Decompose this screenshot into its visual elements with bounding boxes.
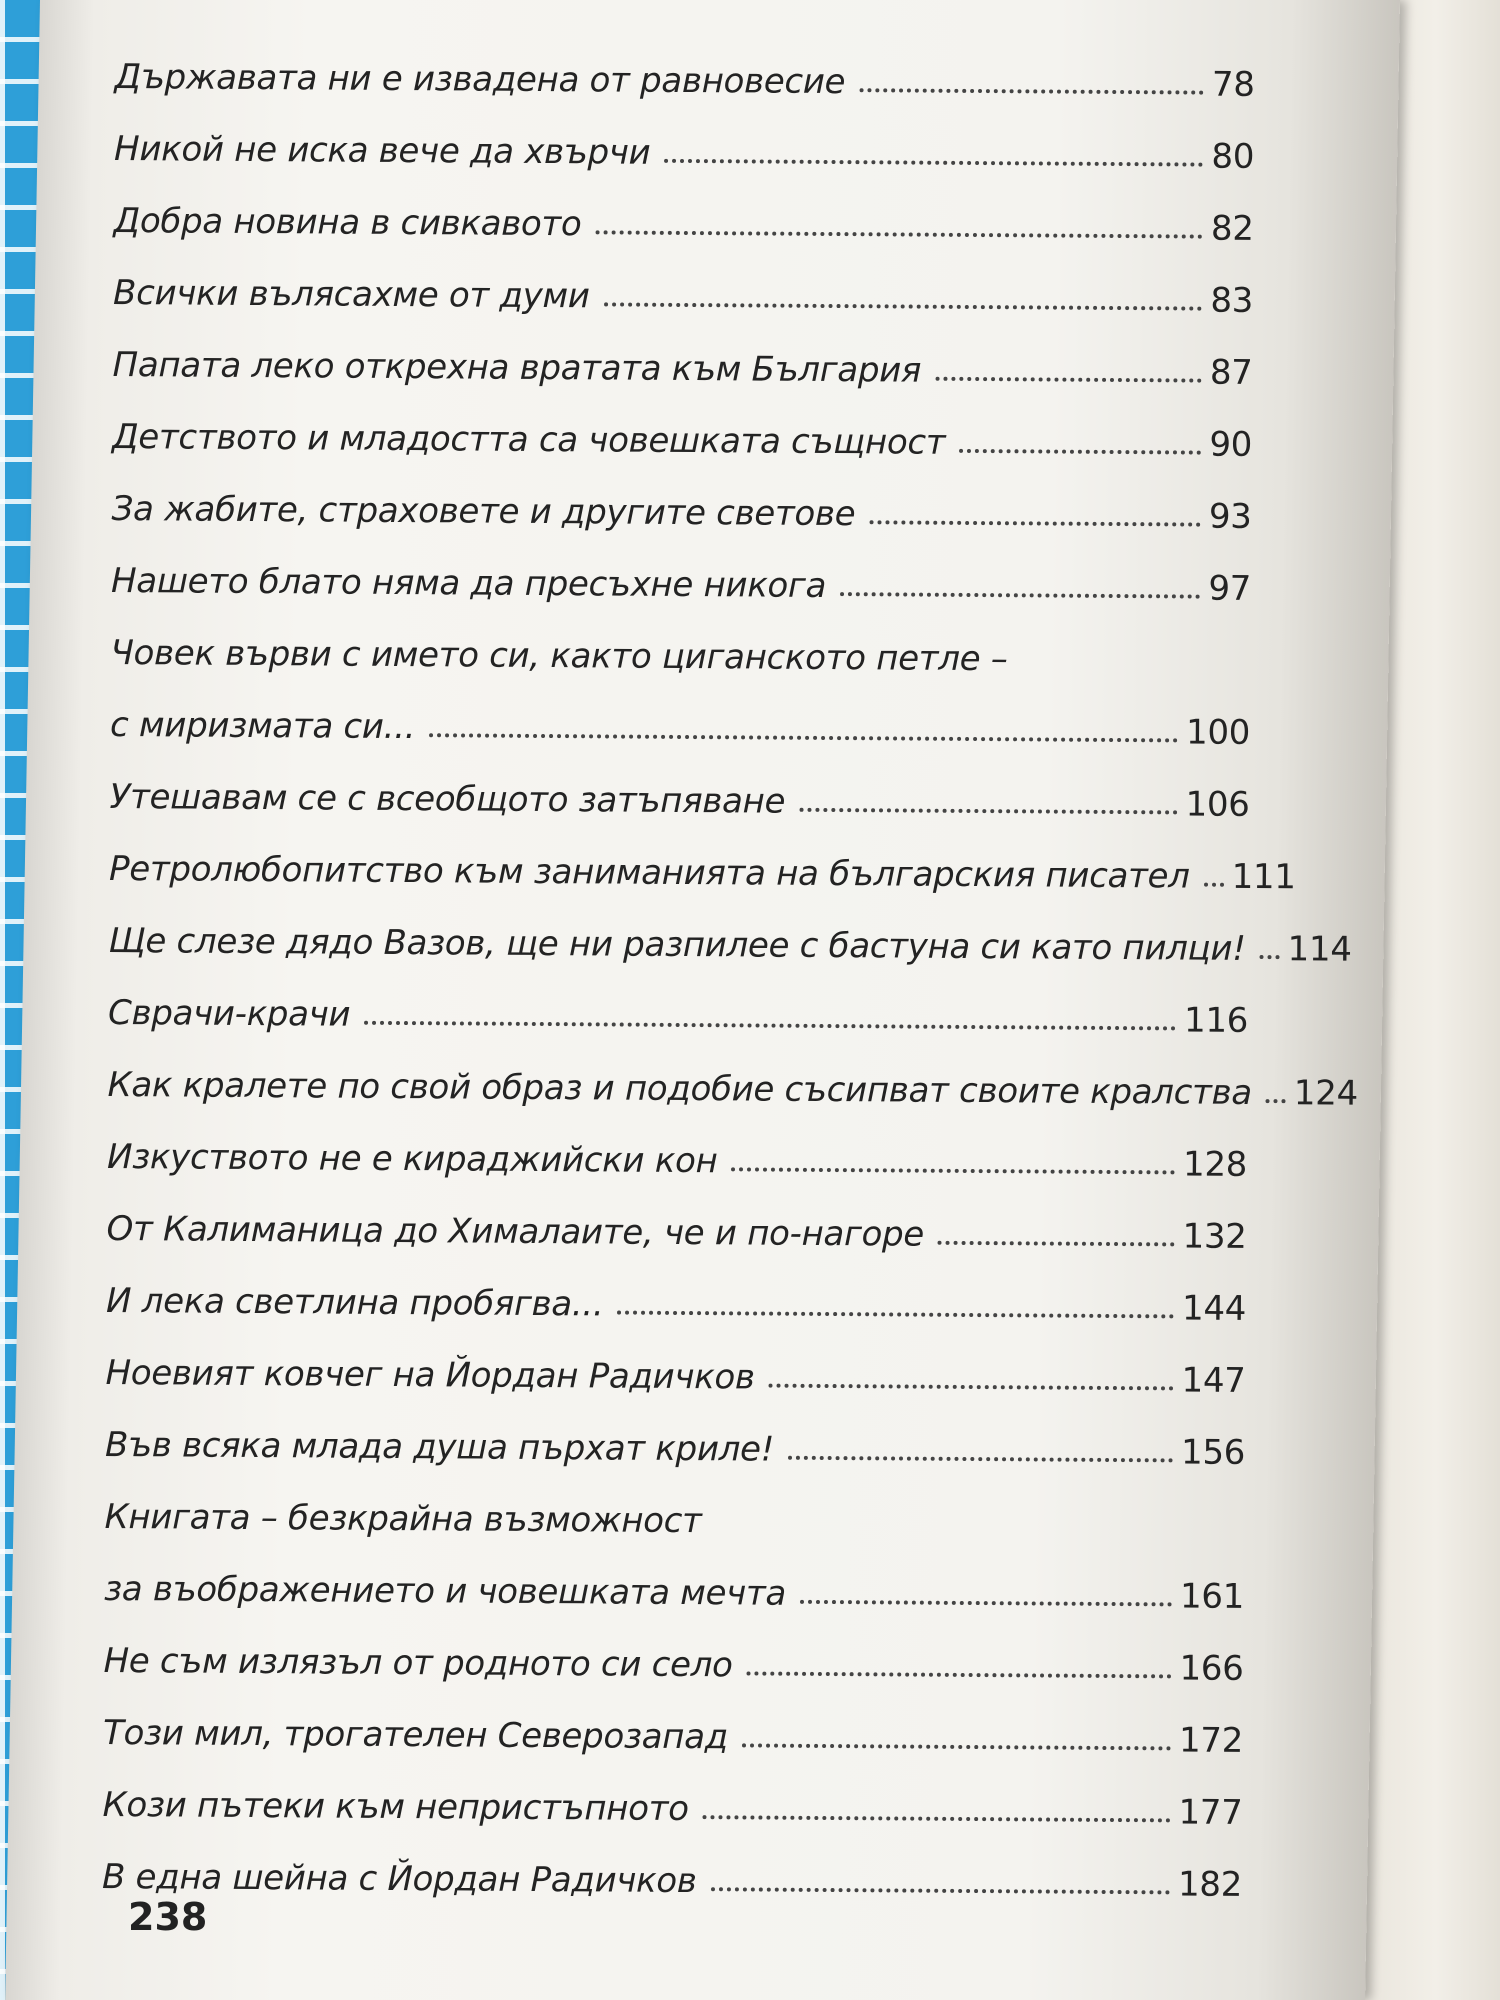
toc-entry: [106, 1177, 1246, 1257]
dot-leader: [731, 1167, 1175, 1174]
toc-entry-title: Никой не иска вече да хвърчи: [113, 128, 651, 173]
toc-entry: [109, 745, 1249, 825]
dot-leader: [429, 733, 1178, 742]
toc-entry-page: 182: [1177, 1864, 1243, 1905]
toc-entry-title: Детството и младостта са човешката същност: [111, 416, 946, 463]
dot-leader: [769, 1384, 1174, 1391]
toc-entry-page: 124: [1293, 1073, 1358, 1114]
toc-entry: [105, 1393, 1245, 1473]
dot-leader: [840, 592, 1200, 599]
toc-entry: [103, 1681, 1243, 1761]
toc-entry-page: 166: [1179, 1648, 1244, 1689]
dot-leader: [859, 88, 1204, 94]
toc-entry-title: Ноевият ковчег на Йордан Радичков: [105, 1352, 755, 1398]
dot-leader: [938, 1241, 1175, 1247]
toc-entry-title: Как кралете по свой образ и подобие съсипват своите кралства: [107, 1064, 1252, 1113]
toc-entry-title: с миризмата си...: [109, 704, 416, 748]
toc-entry-title: Този мил, трогателен Северозапад: [102, 1712, 729, 1758]
toc-entry-page: 132: [1182, 1216, 1247, 1257]
toc-entry-title: От Калиманица до Хималаите, че и по-нагоре: [106, 1208, 925, 1255]
toc-entry-page: 147: [1181, 1360, 1246, 1401]
toc-entry: [105, 1321, 1245, 1401]
toc-entry: [107, 1033, 1358, 1114]
toc-entry-page: 100: [1185, 712, 1251, 753]
toc-entry: [104, 1465, 1244, 1545]
toc-entry: [102, 1825, 1242, 1905]
toc-entry-title: Ще слезе дядо Вазов, ще ни разпилее с бастуна си като пилци!: [108, 920, 1246, 969]
dot-leader: [1204, 883, 1224, 887]
toc-entry-page: 90: [1209, 424, 1253, 465]
toc-entry-title: Книгата – безкрайна възможност: [104, 1496, 702, 1542]
toc-entry-title: Добра новина в сивкавото: [113, 200, 582, 245]
toc-entry-page: 144: [1181, 1288, 1247, 1329]
toc-entry-title: И лека светлина пробягва...: [105, 1280, 604, 1325]
dot-leader: [1260, 955, 1280, 959]
toc-entry-page: 106: [1185, 784, 1250, 825]
toc-entry: [112, 313, 1252, 393]
dot-leader: [788, 1456, 1173, 1463]
toc-entry: [104, 1537, 1244, 1617]
dot-leader: [711, 1887, 1170, 1894]
toc-entry-title: Изкуството не е кираджийски кон: [106, 1136, 718, 1182]
dot-leader: [664, 159, 1203, 167]
toc-entry-title: В една шейна с Йордан Радичков: [101, 1856, 697, 1902]
table-of-contents: [101, 25, 1358, 1905]
toc-entry-title: Папата леко открехна вратата към България: [112, 344, 922, 391]
toc-entry-title: Нашето блато няма да пресъхне никога: [110, 560, 827, 606]
dot-leader: [799, 808, 1177, 815]
toc-entry-title: Във всяка млада душа пърхат криле!: [104, 1424, 775, 1470]
toc-entry-page: 172: [1178, 1720, 1244, 1761]
toc-entry: [110, 601, 1250, 681]
toc-entry: [108, 817, 1296, 898]
dot-leader: [364, 1021, 1176, 1031]
page-number: 238: [128, 1895, 208, 1939]
dot-leader: [935, 377, 1202, 383]
toc-entry-page: 83: [1210, 280, 1254, 321]
toc-entry-page: 177: [1178, 1792, 1243, 1833]
dot-leader: [747, 1671, 1172, 1678]
toc-entry: [113, 241, 1253, 321]
toc-entry: [107, 1105, 1247, 1185]
toc-entry: [103, 1609, 1243, 1689]
toc-entry-page: 87: [1209, 352, 1253, 393]
dot-leader: [959, 449, 1201, 455]
toc-entry-title: Кози пътеки към непристъпното: [102, 1784, 689, 1830]
toc-entry-title: Човек върви с името си, както циганското петле –: [110, 632, 1008, 680]
toc-entry-page: 161: [1179, 1576, 1245, 1617]
toc-entry-page: 78: [1211, 64, 1255, 105]
toc-entry-page: 80: [1211, 136, 1255, 177]
toc-entry-page: 156: [1180, 1432, 1246, 1473]
dot-leader: [595, 230, 1202, 238]
dot-leader: [703, 1815, 1171, 1822]
dot-leader: [617, 1311, 1174, 1319]
toc-entry-page: 114: [1287, 929, 1352, 970]
toc-entry-title: Утешавам се с всеобщото затъпяване: [109, 776, 786, 822]
toc-entry-page: 128: [1182, 1144, 1248, 1185]
toc-entry: [111, 529, 1251, 609]
toc-entry: [106, 1249, 1246, 1329]
toc-entry: [112, 385, 1252, 465]
dot-leader: [800, 1600, 1172, 1607]
toc-entry: [114, 97, 1254, 177]
toc-entry-title: Ретролюбопитство към заниманията на българския писател: [108, 848, 1190, 897]
toc-entry-page: 111: [1231, 856, 1296, 898]
toc-entry-page: 97: [1208, 568, 1252, 609]
toc-entry: [111, 457, 1251, 537]
dot-leader: [742, 1743, 1171, 1750]
toc-entry-title: Държавата ни е извадена от равновесие: [114, 56, 846, 103]
toc-entry-title: Не съм излязъл от родното си село: [103, 1640, 733, 1686]
dot-leader: [604, 302, 1203, 310]
toc-entry-title: За жабите, страховете и другите светове: [111, 488, 856, 535]
toc-entry-title: Сврачи-крачи: [107, 992, 351, 1035]
toc-entry: [114, 25, 1254, 105]
toc-entry-title: Всички вълясахме от думи: [112, 272, 590, 317]
toc-entry: [110, 673, 1250, 753]
toc-entry-title: за въображението и човешката мечта: [103, 1568, 787, 1614]
dot-leader: [869, 520, 1201, 526]
toc-entry: [102, 1753, 1242, 1833]
toc-entry: [108, 889, 1352, 970]
dot-leader: [1266, 1099, 1286, 1103]
toc-entry-page: 93: [1208, 496, 1252, 537]
toc-entry: [113, 169, 1253, 249]
toc-entry-page: 82: [1210, 208, 1254, 249]
toc-entry: [108, 961, 1248, 1041]
toc-entry-page: 116: [1183, 1000, 1249, 1041]
